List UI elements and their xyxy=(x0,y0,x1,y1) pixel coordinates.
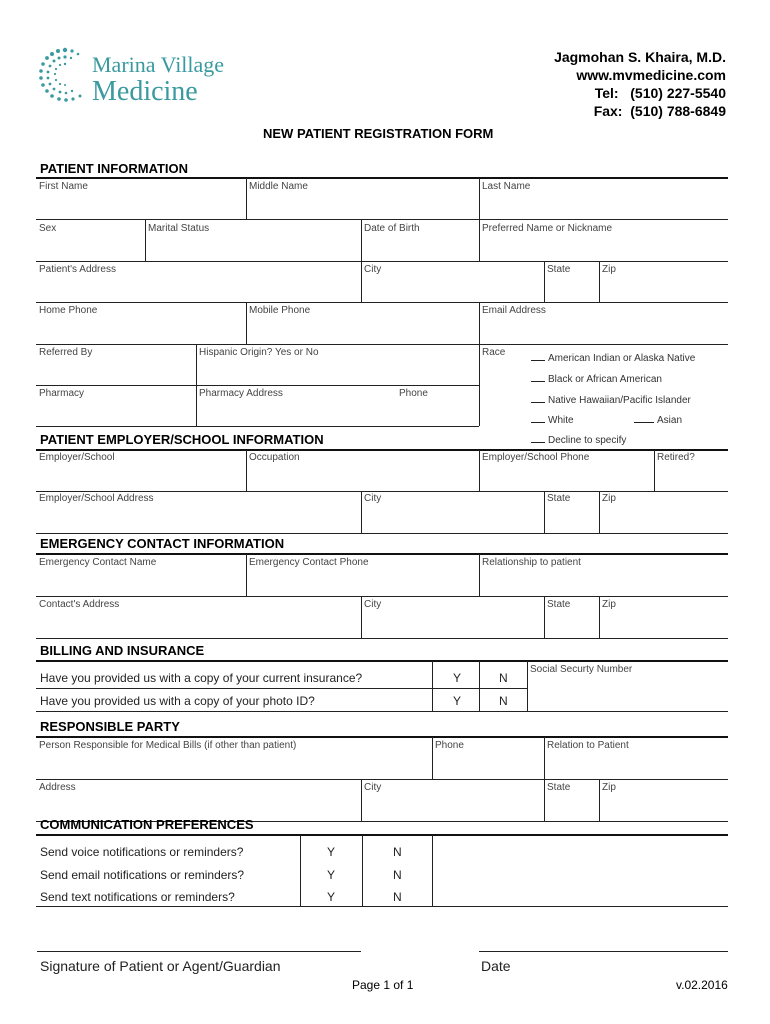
email-yes[interactable]: Y xyxy=(327,868,336,882)
divider xyxy=(599,780,600,821)
divider xyxy=(361,220,362,261)
employer-state-field[interactable]: State xyxy=(547,493,571,504)
divider xyxy=(246,554,247,596)
employer-phone-field[interactable]: Employer/School Phone xyxy=(482,452,590,463)
email-field[interactable]: Email Address xyxy=(482,305,546,316)
emergency-phone-field[interactable]: Emergency Contact Phone xyxy=(249,557,369,568)
divider xyxy=(36,736,728,738)
divider xyxy=(36,906,728,907)
divider xyxy=(544,492,545,533)
divider xyxy=(36,779,728,780)
employer-zip-field[interactable]: Zip xyxy=(602,493,616,504)
divider xyxy=(479,345,480,426)
pharmacy-address-field[interactable]: Pharmacy Address xyxy=(199,388,283,399)
divider xyxy=(246,303,247,344)
signature-line[interactable] xyxy=(37,951,361,952)
contact-zip-field[interactable]: Zip xyxy=(602,599,616,610)
divider xyxy=(361,492,362,533)
pharmacy-field[interactable]: Pharmacy xyxy=(39,388,85,399)
email-no[interactable]: N xyxy=(393,868,402,882)
divider xyxy=(36,261,728,262)
responsible-phone-field[interactable]: Phone xyxy=(435,740,464,751)
divider xyxy=(361,262,362,302)
divider xyxy=(544,262,545,302)
voice-no[interactable]: N xyxy=(393,845,402,859)
dob-field[interactable]: Date of Birth xyxy=(364,223,420,234)
divider xyxy=(36,219,728,220)
occupation-field[interactable]: Occupation xyxy=(249,452,300,463)
referred-by-field[interactable]: Referred By xyxy=(39,347,93,358)
divider xyxy=(36,449,728,451)
responsible-address-field[interactable]: Address xyxy=(39,782,76,793)
form-title: NEW PATIENT REGISTRATION FORM xyxy=(263,126,494,141)
divider xyxy=(599,597,600,638)
doctor-name: Jagmohan S. Khaira, M.D. xyxy=(554,49,726,65)
divider xyxy=(36,344,728,345)
divider xyxy=(544,737,545,779)
responsible-zip-field[interactable]: Zip xyxy=(602,782,616,793)
divider xyxy=(36,385,479,386)
photo-id-yes[interactable]: Y xyxy=(453,694,462,708)
divider xyxy=(36,834,728,836)
responsible-heading: RESPONSIBLE PARTY xyxy=(40,719,180,734)
divider xyxy=(36,638,728,639)
telephone: Tel: (510) 227-5540 xyxy=(594,85,726,101)
marital-status-field[interactable]: Marital Status xyxy=(148,223,210,234)
employer-heading: PATIENT EMPLOYER/SCHOOL INFORMATION xyxy=(40,432,324,447)
first-name-field[interactable]: First Name xyxy=(39,181,88,192)
logo-swirl-icon xyxy=(36,44,94,106)
voice-question: Send voice notifications or reminders? xyxy=(40,845,244,859)
divider xyxy=(544,597,545,638)
divider xyxy=(654,450,655,491)
date-label: Date xyxy=(481,958,511,974)
race-option-hawaiian[interactable]: Native Hawaiian/Pacific Islander xyxy=(531,394,691,406)
divider xyxy=(246,178,247,219)
billing-heading: BILLING AND INSURANCE xyxy=(40,643,205,658)
city-field[interactable]: City xyxy=(364,264,382,275)
employer-city-field[interactable]: City xyxy=(364,493,382,504)
insurance-yes[interactable]: Y xyxy=(453,671,462,685)
divider xyxy=(599,262,600,302)
divider xyxy=(432,835,433,906)
divider xyxy=(361,780,362,821)
relation-field[interactable]: Relation to Patient xyxy=(547,740,629,751)
divider xyxy=(479,220,480,261)
website: www.mvmedicine.com xyxy=(576,67,726,83)
responsible-city-field[interactable]: City xyxy=(364,782,382,793)
divider xyxy=(300,835,301,906)
patient-info-heading: PATIENT INFORMATION xyxy=(40,161,189,176)
brand-line1: Marina Village xyxy=(92,52,225,77)
divider xyxy=(361,597,362,638)
divider xyxy=(544,780,545,821)
email-question: Send email notifications or reminders? xyxy=(40,868,245,882)
divider xyxy=(246,450,247,491)
home-phone-field[interactable]: Home Phone xyxy=(39,305,98,316)
insurance-no[interactable]: N xyxy=(499,671,508,685)
insurance-question: Have you provided us with a copy of your current insurance? xyxy=(40,671,363,685)
divider xyxy=(36,660,728,662)
race-option-black[interactable]: Black or African American xyxy=(531,373,662,385)
pharmacy-phone-field[interactable]: Phone xyxy=(399,388,428,399)
ssn-field[interactable]: Social Securty Number xyxy=(530,664,633,675)
zip-field[interactable]: Zip xyxy=(602,264,616,275)
patient-address-field[interactable]: Patient's Address xyxy=(39,264,116,275)
text-yes[interactable]: Y xyxy=(327,890,336,904)
text-no[interactable]: N xyxy=(393,890,402,904)
divider xyxy=(599,492,600,533)
contact-address-field[interactable]: Contact's Address xyxy=(39,599,120,610)
contact-city-field[interactable]: City xyxy=(364,599,382,610)
divider xyxy=(432,737,433,779)
communication-heading: COMMUNICATION PREFERENCES xyxy=(40,817,254,832)
divider xyxy=(36,533,728,534)
divider xyxy=(36,491,728,492)
hispanic-origin-field[interactable]: Hispanic Origin? Yes or No xyxy=(199,347,319,358)
state-field[interactable]: State xyxy=(547,264,571,275)
fax: Fax: (510) 788-6849 xyxy=(593,103,726,119)
race-label: Race xyxy=(482,347,506,358)
race-option-american-indian[interactable]: American Indian or Alaska Native xyxy=(531,352,695,364)
divider xyxy=(36,302,728,303)
text-question: Send text notifications or reminders? xyxy=(40,890,235,904)
divider xyxy=(479,178,480,219)
photo-id-question: Have you provided us with a copy of your photo ID? xyxy=(40,694,315,708)
relationship-field[interactable]: Relationship to patient xyxy=(482,557,581,568)
divider xyxy=(36,596,728,597)
divider xyxy=(36,553,728,555)
responsible-person-field[interactable]: Person Responsible for Medical Bills (if other than patient) xyxy=(39,740,297,751)
sex-field[interactable]: Sex xyxy=(39,223,57,234)
middle-name-field[interactable]: Middle Name xyxy=(249,181,308,192)
divider xyxy=(479,661,480,711)
race-option-decline[interactable]: Decline to specify xyxy=(531,434,626,446)
retired-field[interactable]: Retired? xyxy=(657,452,695,463)
race-option-white[interactable]: White xyxy=(531,414,574,426)
divider xyxy=(527,661,528,711)
logo xyxy=(36,44,225,110)
date-line[interactable] xyxy=(479,951,728,952)
mobile-phone-field[interactable]: Mobile Phone xyxy=(249,305,311,316)
divider xyxy=(36,177,728,179)
race-option-asian[interactable]: Asian xyxy=(634,414,682,426)
preferred-name-field[interactable]: Preferred Name or Nickname xyxy=(482,223,613,234)
version: v.02.2016 xyxy=(676,978,728,992)
voice-yes[interactable]: Y xyxy=(327,845,336,859)
divider xyxy=(36,426,479,427)
employer-field[interactable]: Employer/School xyxy=(39,452,115,463)
responsible-state-field[interactable]: State xyxy=(547,782,571,793)
divider xyxy=(36,688,527,689)
divider xyxy=(479,450,480,491)
emergency-heading: EMERGENCY CONTACT INFORMATION xyxy=(40,536,285,551)
contact-block xyxy=(554,48,726,120)
page-number: Page 1 of 1 xyxy=(352,978,414,992)
divider xyxy=(479,554,480,596)
photo-id-no[interactable]: N xyxy=(499,694,508,708)
contact-state-field[interactable]: State xyxy=(547,599,571,610)
divider xyxy=(432,661,433,711)
divider xyxy=(145,220,146,261)
employer-address-field[interactable]: Employer/School Address xyxy=(39,493,154,504)
brand-line2: Medicine xyxy=(92,76,198,107)
divider xyxy=(36,711,728,712)
divider xyxy=(479,303,480,344)
last-name-field[interactable]: Last Name xyxy=(482,181,531,192)
divider xyxy=(362,835,363,906)
signature-label: Signature of Patient or Agent/Guardian xyxy=(40,958,281,974)
emergency-name-field[interactable]: Emergency Contact Name xyxy=(39,557,157,568)
